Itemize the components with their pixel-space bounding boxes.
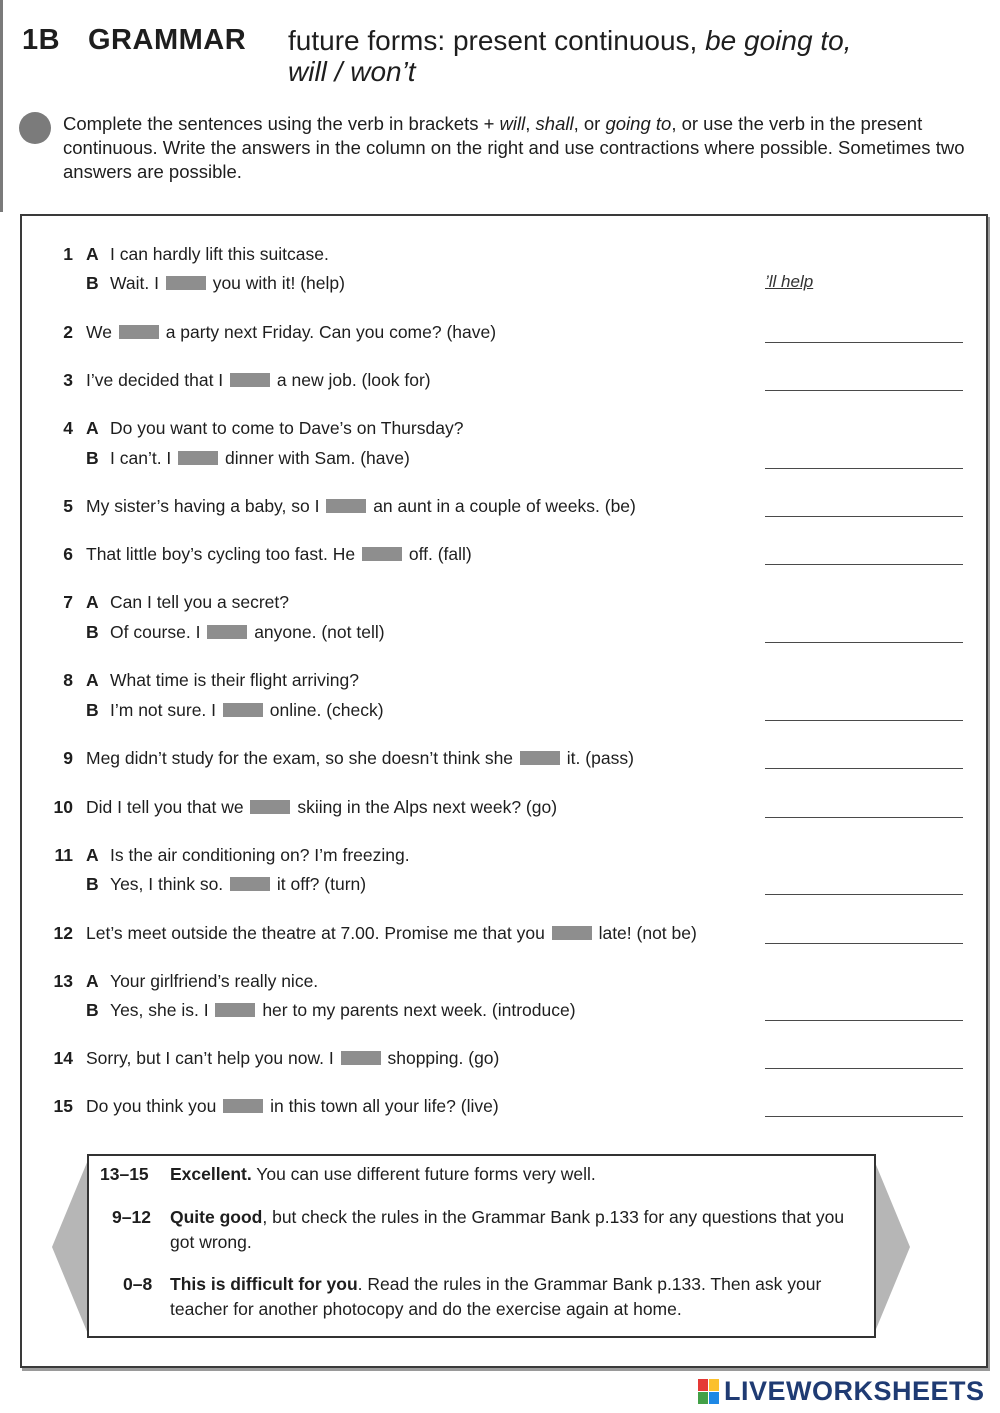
sentence-after-gap: dinner with Sam. (have) bbox=[225, 448, 410, 468]
logo-square-red bbox=[698, 1379, 708, 1391]
answer-line[interactable] bbox=[765, 1116, 963, 1117]
sentence-before-gap: We bbox=[86, 322, 112, 342]
question-number: 13 bbox=[53, 971, 73, 991]
answer-line[interactable] bbox=[765, 943, 963, 944]
sentence-before-gap: That little boy’s cycling too fast. He bbox=[86, 544, 356, 564]
sentence-text bbox=[110, 445, 410, 471]
answer-gap[interactable] bbox=[207, 625, 247, 639]
sentence-text bbox=[110, 270, 345, 296]
exercise-line bbox=[0, 415, 1000, 441]
sentence-after-gap: in this town all your life? (live) bbox=[270, 1096, 499, 1116]
question-number: 12 bbox=[53, 923, 73, 943]
sentence-after-gap: an aunt in a couple of weeks. (be) bbox=[373, 496, 636, 516]
question-number: 9 bbox=[63, 748, 73, 768]
logo-square-yellow bbox=[709, 1379, 719, 1391]
answer-line[interactable] bbox=[765, 342, 963, 343]
sentence-after-gap: anyone. (not tell) bbox=[254, 622, 385, 642]
speaker-label: A bbox=[86, 845, 99, 865]
sentence-before-gap: Did I tell you that we bbox=[86, 797, 244, 817]
sentence-before-gap: Your girlfriend’s really nice. bbox=[110, 971, 319, 991]
answer-line[interactable] bbox=[765, 768, 963, 769]
answer-line[interactable] bbox=[765, 817, 963, 818]
sentence-text bbox=[110, 415, 463, 441]
sentence-text bbox=[86, 1093, 499, 1119]
sentence-text bbox=[110, 667, 359, 693]
answer-line[interactable] bbox=[765, 390, 963, 391]
speaker-label: B bbox=[86, 700, 99, 720]
topic-title: future forms: present continuous, be going to, will / won’t bbox=[288, 25, 852, 87]
speaker-label: A bbox=[86, 244, 99, 264]
question-number: 11 bbox=[54, 845, 73, 865]
score-description: Quite good, but check the rules in the Grammar Bank p.133 for any questions that you got wrong. bbox=[170, 1207, 845, 1252]
question-number: 8 bbox=[63, 670, 73, 690]
answer-line[interactable] bbox=[765, 720, 963, 721]
sentence-before-gap: Sorry, but I can’t help you now. I bbox=[86, 1048, 334, 1068]
answer-line[interactable] bbox=[765, 642, 963, 643]
sentence-before-gap: I can hardly lift this suitcase. bbox=[110, 244, 329, 264]
sentence-before-gap: I can’t. I bbox=[110, 448, 172, 468]
sentence-text bbox=[86, 367, 431, 393]
answer-line[interactable] bbox=[765, 516, 963, 517]
answer-gap[interactable] bbox=[520, 751, 560, 765]
sentence-after-gap: off. (fall) bbox=[408, 544, 472, 564]
sentence-before-gap: Yes, she is. I bbox=[110, 1000, 209, 1020]
sentence-after-gap: skiing in the Alps next week? (go) bbox=[297, 797, 558, 817]
sentence-after-gap: shopping. (go) bbox=[387, 1048, 500, 1068]
answer-line[interactable] bbox=[765, 1020, 963, 1021]
speaker-label: B bbox=[86, 874, 99, 894]
answer-gap[interactable] bbox=[230, 877, 270, 891]
sentence-after-gap: a new job. (look for) bbox=[276, 370, 431, 390]
answer-gap[interactable] bbox=[166, 276, 206, 290]
sentence-after-gap: it. (pass) bbox=[566, 748, 634, 768]
exercise-line bbox=[0, 968, 1000, 994]
sentence-before-gap: Of course. I bbox=[110, 622, 201, 642]
sentence-before-gap: Wait. I bbox=[110, 273, 159, 293]
liveworksheets-brand: LIVEWORKSHEETS bbox=[724, 1376, 985, 1406]
answer-gap[interactable] bbox=[178, 451, 218, 465]
question-number: 4 bbox=[63, 418, 73, 438]
answer-line[interactable] bbox=[765, 894, 963, 895]
speaker-label: A bbox=[86, 592, 99, 612]
section-title: GRAMMAR bbox=[88, 24, 247, 56]
sentence-before-gap: Is the air conditioning on? I’m freezing. bbox=[110, 845, 410, 865]
sentence-text bbox=[110, 871, 366, 897]
sentence-after-gap: it off? (turn) bbox=[276, 874, 367, 894]
question-number: 14 bbox=[53, 1048, 73, 1068]
sentence-before-gap: Do you think you bbox=[86, 1096, 217, 1116]
sentence-before-gap: Yes, I think so. bbox=[110, 874, 224, 894]
question-number: 15 bbox=[53, 1096, 73, 1116]
answer-line[interactable] bbox=[765, 1068, 963, 1069]
left-arrow-decoration bbox=[52, 1160, 88, 1334]
speaker-label: B bbox=[86, 622, 99, 642]
exercise-line bbox=[0, 241, 1000, 267]
sentence-text bbox=[110, 968, 318, 994]
sentence-text bbox=[110, 619, 385, 645]
sentence-text bbox=[86, 319, 496, 345]
sentence-after-gap: a party next Friday. Can you come? (have) bbox=[165, 322, 497, 342]
speaker-label: B bbox=[86, 1000, 99, 1020]
question-number: 1 bbox=[63, 244, 73, 264]
instruction-bullet-icon bbox=[19, 112, 51, 144]
left-margin-rule bbox=[0, 0, 3, 212]
sentence-after-gap: online. (check) bbox=[269, 700, 384, 720]
sentence-before-gap: Meg didn’t study for the exam, so she doesn’t think she bbox=[86, 748, 514, 768]
speaker-label: B bbox=[86, 448, 99, 468]
answer-gap[interactable] bbox=[326, 499, 366, 513]
score-range: 13–15 bbox=[100, 1164, 149, 1184]
question-number: 6 bbox=[63, 544, 73, 564]
answer-gap[interactable] bbox=[215, 1003, 255, 1017]
score-range: 9–12 bbox=[112, 1207, 151, 1227]
sentence-text bbox=[86, 493, 636, 519]
answer-gap[interactable] bbox=[552, 926, 592, 940]
instructions: Complete the sentences using the verb in brackets + will, shall, or going to, or use the verb in the present continuous. Write the answers in the column on the right and use contractions where possible. Sometimes two answers are possible. bbox=[63, 113, 965, 182]
sentence-text bbox=[110, 842, 410, 868]
question-number: 2 bbox=[63, 322, 73, 342]
sentence-text bbox=[110, 697, 384, 723]
sentence-text bbox=[110, 241, 329, 267]
question-number: 10 bbox=[53, 797, 73, 817]
right-arrow-decoration bbox=[874, 1160, 910, 1334]
sentence-text bbox=[86, 745, 634, 771]
answer-line[interactable] bbox=[765, 468, 963, 469]
answer-gap[interactable] bbox=[223, 703, 263, 717]
sentence-after-gap: her to my parents next week. (introduce) bbox=[262, 1000, 576, 1020]
answer-line[interactable] bbox=[765, 564, 963, 565]
sentence-before-gap: My sister’s having a baby, so I bbox=[86, 496, 320, 516]
sentence-text bbox=[110, 589, 289, 615]
sentence-before-gap: Can I tell you a secret? bbox=[110, 592, 289, 612]
question-number: 5 bbox=[63, 496, 73, 516]
score-description: Excellent. You can use different future forms very well. bbox=[170, 1164, 596, 1184]
answer-gap[interactable] bbox=[119, 325, 159, 339]
speaker-label: B bbox=[86, 273, 99, 293]
score-description: This is difficult for you. Read the rules in the Grammar Bank p.133. Then ask your teacher for another photocopy and do the exercise again at home. bbox=[170, 1274, 822, 1319]
speaker-label: A bbox=[86, 670, 99, 690]
speaker-label: A bbox=[86, 418, 99, 438]
sentence-text bbox=[110, 997, 576, 1023]
sentence-before-gap: I’ve decided that I bbox=[86, 370, 224, 390]
exercise-line bbox=[0, 842, 1000, 868]
speaker-label: A bbox=[86, 971, 99, 991]
question-number: 3 bbox=[63, 370, 73, 390]
sentence-text bbox=[86, 1045, 499, 1071]
answer-gap[interactable] bbox=[223, 1099, 263, 1113]
sentence-before-gap: Do you want to come to Dave’s on Thursday? bbox=[110, 418, 464, 438]
sentence-before-gap: Let’s meet outside the theatre at 7.00. Promise me that you bbox=[86, 923, 545, 943]
answer-gap[interactable] bbox=[362, 547, 402, 561]
logo-square-blue bbox=[709, 1392, 719, 1404]
sentence-after-gap: late! (not be) bbox=[598, 923, 697, 943]
exercise-line bbox=[0, 270, 1000, 296]
answer-gap[interactable] bbox=[250, 800, 290, 814]
liveworksheets-logo-icon bbox=[698, 1379, 720, 1405]
sentence-text bbox=[86, 541, 472, 567]
sentence-text bbox=[86, 920, 697, 946]
score-range: 0–8 bbox=[123, 1274, 153, 1294]
answer-gap[interactable] bbox=[230, 373, 270, 387]
logo-square-green bbox=[698, 1392, 708, 1404]
sentence-before-gap: I’m not sure. I bbox=[110, 700, 217, 720]
question-number: 7 bbox=[63, 592, 73, 612]
sentence-before-gap: What time is their flight arriving? bbox=[110, 670, 359, 690]
exercise-line bbox=[0, 589, 1000, 615]
exercise-line bbox=[0, 667, 1000, 693]
unit-number: 1B bbox=[22, 24, 61, 56]
sentence-after-gap: you with it! (help) bbox=[212, 273, 345, 293]
sentence-text bbox=[86, 794, 557, 820]
answer-gap[interactable] bbox=[341, 1051, 381, 1065]
example-answer: ’ll help bbox=[765, 272, 814, 291]
